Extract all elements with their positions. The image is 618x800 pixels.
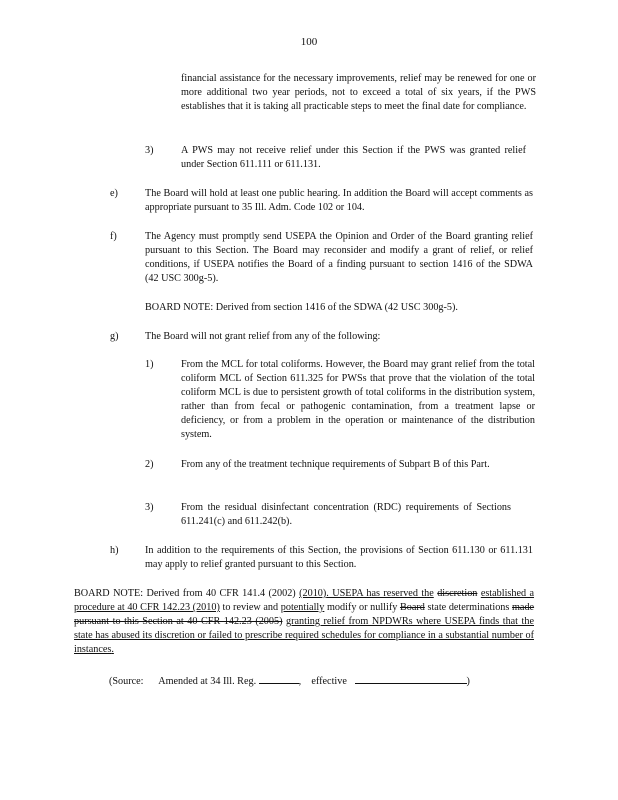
subsection-h-marker: h) <box>110 545 119 556</box>
subsection-g-marker: g) <box>110 331 119 342</box>
effective-date-blank <box>355 673 467 684</box>
board-note-deleted-made-pursuant: made pursuant to this Section at 40 CFR 142.23 (2005) <box>74 602 535 627</box>
board-note-inserted-procedure: established a procedure at 40 CFR 142.23 (2010) <box>74 588 535 613</box>
source-line: (Source: Amended at 34 Ill. Reg. , effective ) <box>109 673 529 689</box>
subsection-f-marker: f) <box>110 231 117 242</box>
board-note-deleted-board: Board <box>399 602 425 613</box>
board-note-end-period: . <box>111 644 114 655</box>
board-note-inserted-year: (2010) <box>299 588 327 599</box>
item-3-text: A PWS may not receive relief under this Section if the PWS was granted relief under Section 611.111 or 611.131. <box>181 145 526 170</box>
source-open: (Source: <box>109 676 144 687</box>
board-note-derived: BOARD NOTE: Derived from 40 CFR 141.4 (2002) <box>74 588 296 599</box>
item-g3-text: From the residual disinfectant concentration (RDC) requirements of Sections 611.241(c) and 611.242(b). <box>181 502 511 527</box>
item-g2-marker: 2) <box>145 459 154 470</box>
subsection-f-board-note: BOARD NOTE: Derived from section 1416 of the SDWA (42 USC 300g-5). <box>145 302 458 313</box>
subsection-h-text: In addition to the requirements of this Section, the provisions of Section 611.130 or 611.131 may apply to relief granted pursuant to this Section. <box>145 545 533 570</box>
subsection-g-text: The Board will not grant relief from any of the following: <box>145 331 381 342</box>
source-amended: Amended at 34 Ill. Reg. <box>158 676 257 687</box>
item-g3-marker: 3) <box>145 502 154 513</box>
source-effective: effective <box>311 676 347 687</box>
board-note-inserted-potentially: potentially <box>280 602 325 613</box>
source-close: ) <box>466 676 470 687</box>
page-number: 100 <box>300 36 318 48</box>
item-3-marker: 3) <box>145 145 154 156</box>
board-note-inserted-granting: granting relief from NPDWRs where USEPA finds that the state has abused its discretion or failed to prescribe required schedules for compliance in a substantial number of instances <box>74 616 534 655</box>
subsection-e-marker: e) <box>110 188 118 199</box>
subsection-e-text: The Board will hold at least one public hearing. In addition the Board will accept comments as appropriate pursuant to 35 Ill. Adm. Code 102 or 104. <box>145 188 533 213</box>
subsection-f-text: The Agency must promptly send USEPA the Opinion and Order of the Board granting relief pursuant to this Section. The Board may reconsider and modify a grant of relief, or relief conditions, if USEPA notifies the Board of a finding pursuant to section 1416 of the SDWA (42 USC 300g-5). <box>145 231 533 284</box>
register-page-blank <box>259 673 299 684</box>
board-note-review: to review and <box>222 602 279 613</box>
item-g1-marker: 1) <box>145 359 154 370</box>
board-note-modify: modify or nullify <box>326 602 398 613</box>
board-note-deleted-discretion: discretion <box>437 588 478 599</box>
board-note-inserted-period: . USEPA has reserved the <box>326 588 434 599</box>
board-note-state: state determinations <box>427 602 510 613</box>
paragraph-continuation: financial assistance for the necessary improvements, relief may be renewed for one or more additional two year periods, not to exceed a total of six years, if the PWS establishes that it is taking all practicable steps to meet the final date for compliance. <box>181 73 536 112</box>
item-g2-text: From any of the treatment technique requirements of Subpart B of this Part. <box>181 459 490 470</box>
section-board-note <box>74 587 534 657</box>
item-g1-text: From the MCL for total coliforms. However, the Board may grant relief from the total coliform MCL of Section 611.325 for PWSs that prove that the violation of the total coliform MCL is due to persistent growth of total coliforms in the distribution system, rather than from fecal or pathogenic contamination, from a treatment lapse or deficiency, or from a problem in the operation or maintenance of the distribution system. <box>181 359 535 440</box>
